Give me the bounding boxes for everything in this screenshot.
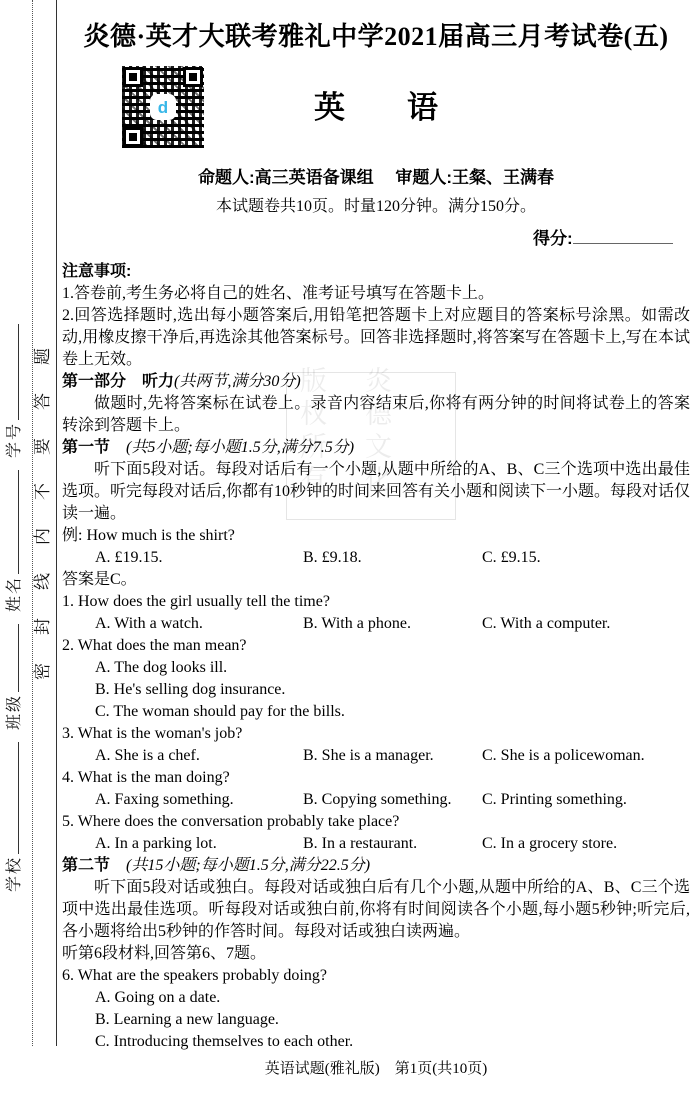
- example-prompt: 例: How much is the shirt?: [62, 527, 235, 544]
- option-b: B. In a restaurant.: [303, 835, 418, 852]
- part1-heading: 第一部分 听力(共两节,满分30分): [62, 373, 301, 390]
- material-note: 听第6段材料,回答第6、7题。: [62, 945, 267, 962]
- option-c: C. The woman should pay for the bills.: [95, 703, 345, 720]
- setters-line: 命题人:高三英语备课组 审题人:王粲、王满春: [197, 168, 555, 187]
- option-c: C. She is a policewoman.: [482, 747, 645, 764]
- student-number-blank-line: [6, 324, 19, 420]
- score-field: [533, 224, 673, 249]
- section2-intro: 听下面5段对话或独白。每段对话或独白后有几个小题,从题中所给的A、B、C三个选项中选出最佳选项。听每段对话或独白前,你将有时间阅读各个小题,每小题5秒钟;听完后,各小题将给出5秒钟的作答时间。每段对话或独白读两遍。: [62, 879, 690, 940]
- qr-logo-icon: d: [150, 94, 176, 120]
- section1-heading: 第一节 (共5小题;每小题1.5分,满分7.5分): [62, 439, 355, 456]
- question-2: 2. What does the man mean?: [62, 637, 247, 654]
- section2-heading: 第二节 (共15小题;每小题1.5分,满分22.5分): [62, 857, 371, 874]
- option-a: A. In a parking lot.: [95, 835, 217, 852]
- option-c: C. Introducing themselves to each other.: [95, 1033, 354, 1050]
- option-b: B. Copying something.: [303, 791, 452, 808]
- option-b: B. She is a manager.: [303, 747, 434, 764]
- field-student-number: 学号: [6, 318, 23, 458]
- page-footer: 英语试题(雅礼版) 第1页(共10页): [264, 1061, 488, 1077]
- qr-finder-icon: [123, 127, 143, 147]
- part1-intro: 做题时,先将答案标在试卷上。录音内容结束后,你将有两分钟的时间将试卷上的答案转涂到答题卡上。: [62, 395, 690, 434]
- field-class: 班级: [6, 618, 23, 730]
- option-c: C. With a computer.: [482, 615, 611, 632]
- section1-intro: 听下面5段对话。每段对话后有一个小题,从题中所给的A、B、C三个选项中选出最佳选项。听完每段对话后,你都有10秒钟的时间来回答有关小题和阅读下一小题。每段对话仅读一遍。: [62, 461, 691, 522]
- question-1: 1. How does the girl usually tell the time?: [62, 593, 330, 610]
- exam-title: 炎德·英才大联考雅礼中学2021届高三月考试卷(五): [83, 22, 669, 51]
- option-a: A. £19.15.: [95, 549, 163, 566]
- question-5: 5. Where does the conversation probably take place?: [62, 813, 400, 830]
- student-info-fields: [4, 118, 26, 892]
- question-4-options: [62, 789, 690, 811]
- option-b: B. With a phone.: [303, 615, 411, 632]
- example-options: [62, 547, 690, 569]
- notice-heading: 注意事项:: [62, 263, 132, 280]
- option-a: A. She is a chef.: [95, 747, 200, 764]
- field-name: 姓名: [6, 464, 23, 612]
- notice-item-1: 1.答卷前,考生务必将自己的姓名、准考证号填写在答题卡上。: [62, 285, 495, 302]
- paper-body: [62, 261, 690, 1053]
- option-b: B. £9.18.: [303, 549, 362, 566]
- option-c: C. In a grocery store.: [482, 835, 618, 852]
- question-5-options: [62, 833, 690, 855]
- question-4: 4. What is the man doing?: [62, 769, 230, 786]
- notice-item-2: 2.回答选择题时,选出每小题答案后,用铅笔把答题卡上对应题目的答案标号涂黑。如需改动,用橡皮擦干净后,再选涂其他答案标号。回答非选择题时,将答案写在答题卡上,写在本试卷上无效。: [62, 307, 690, 368]
- option-a: A. Going on a date.: [95, 989, 221, 1006]
- option-a: A. The dog looks ill.: [95, 659, 228, 676]
- example-answer: 答案是C。: [62, 571, 137, 588]
- option-b: B. Learning a new language.: [95, 1011, 279, 1028]
- seal-fold-solid-line: [56, 0, 57, 1046]
- subject-title: 英 语: [314, 90, 438, 125]
- score-blank-line: [573, 230, 673, 244]
- option-a: A. Faxing something.: [95, 791, 234, 808]
- question-1-options: [62, 613, 690, 635]
- option-c: C. £9.15.: [482, 549, 541, 566]
- option-b: B. He's selling dog insurance.: [95, 681, 286, 698]
- seal-line-notice: 密封线内不要答题: [33, 320, 52, 680]
- field-school: 学校: [6, 736, 23, 892]
- question-6: 6. What are the speakers probably doing?: [62, 967, 327, 984]
- class-blank-line: [6, 624, 19, 692]
- watermark: 版权所有 炎德文化: [296, 366, 391, 498]
- option-c: C. Printing something.: [482, 791, 627, 808]
- paper-info-line: 本试题卷共10页。时量120分钟。满分150分。: [215, 198, 536, 215]
- question-3-options: [62, 745, 690, 767]
- school-blank-line: [6, 742, 19, 854]
- option-a: A. With a watch.: [95, 615, 203, 632]
- score-label: 得分:: [533, 229, 573, 248]
- question-3: 3. What is the woman's job?: [62, 725, 243, 742]
- name-blank-line: [6, 470, 19, 574]
